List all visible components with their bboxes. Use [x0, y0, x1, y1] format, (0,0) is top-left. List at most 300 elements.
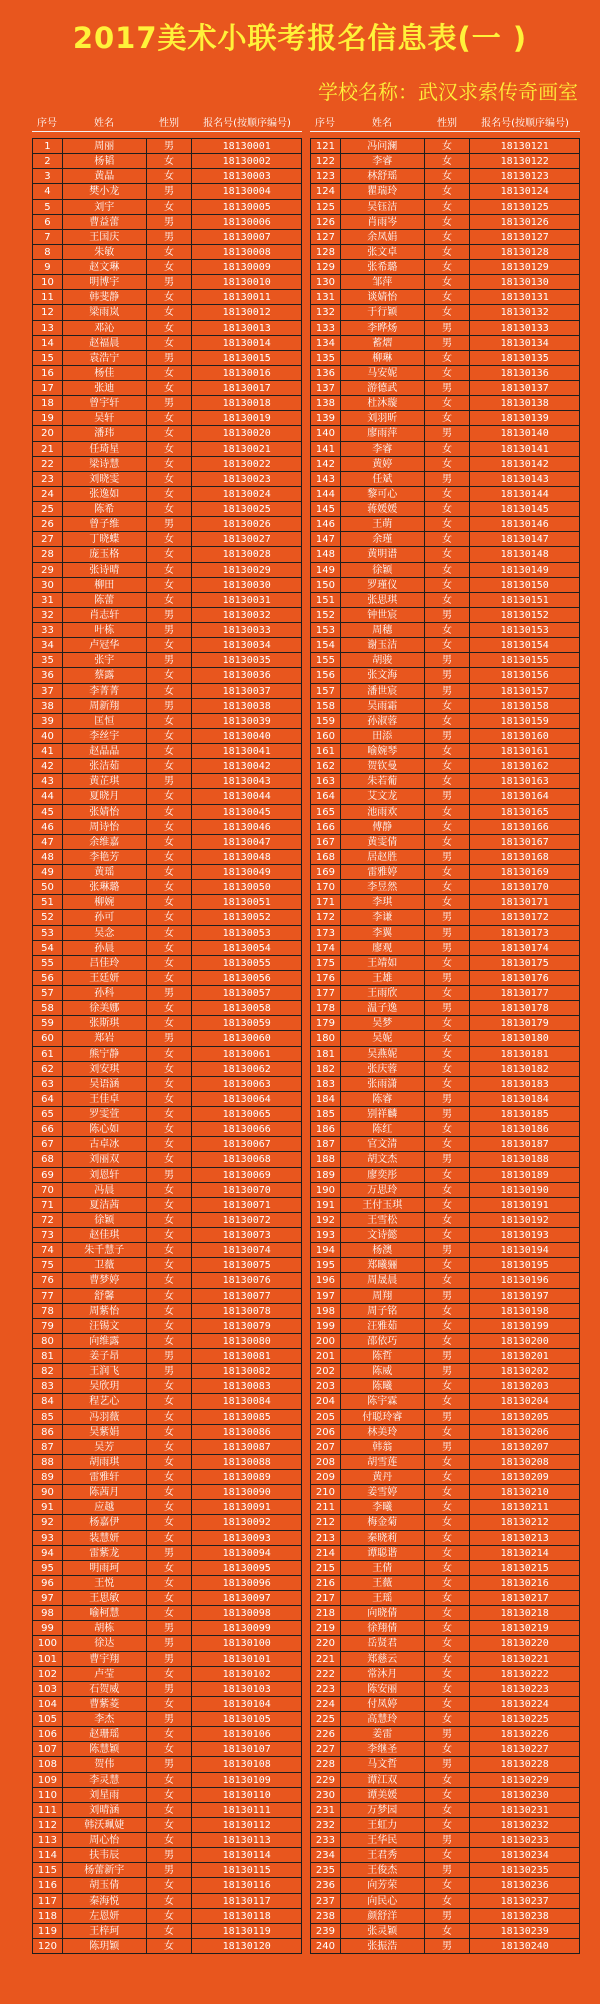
cell-index: 196 — [311, 1273, 341, 1288]
cell-index: 201 — [311, 1349, 341, 1364]
cell-name: 王思敏 — [63, 1591, 147, 1606]
cell-name: 胡雨琪 — [63, 1455, 147, 1470]
cell-registration: 18130098 — [192, 1606, 302, 1621]
table-row — [33, 1546, 302, 1561]
cell-registration: 18130113 — [192, 1833, 302, 1848]
cell-index: 58 — [33, 1001, 63, 1016]
table-row — [311, 699, 580, 714]
cell-gender: 女 — [425, 805, 471, 820]
cell-gender: 女 — [425, 1894, 471, 1909]
cell-registration: 18130157 — [470, 684, 580, 699]
cell-name: 刘晓雯 — [63, 472, 147, 487]
cell-registration: 18130023 — [192, 472, 302, 487]
cell-name: 姜雷 — [341, 1727, 425, 1742]
cell-index: 188 — [311, 1152, 341, 1167]
cell-gender: 女 — [425, 275, 471, 290]
cell-registration: 18130011 — [192, 290, 302, 305]
cell-registration: 18130029 — [192, 563, 302, 578]
table-right — [310, 116, 580, 1954]
cell-gender: 男 — [147, 1349, 193, 1364]
cell-gender: 男 — [425, 1107, 471, 1122]
cell-index: 27 — [33, 532, 63, 547]
table-row — [33, 910, 302, 925]
cell-registration: 18130230 — [470, 1788, 580, 1803]
cell-index: 54 — [33, 941, 63, 956]
cell-name: 孙淑蓉 — [341, 714, 425, 729]
cell-index: 130 — [311, 275, 341, 290]
table-row — [311, 366, 580, 381]
header-gender: 性别 — [159, 118, 179, 129]
cell-index: 29 — [33, 563, 63, 578]
cell-registration: 18130018 — [192, 396, 302, 411]
cell-registration: 18130227 — [470, 1742, 580, 1757]
cell-gender: 女 — [147, 200, 193, 215]
cell-index: 77 — [33, 1289, 63, 1304]
table-row — [33, 1712, 302, 1727]
cell-gender: 女 — [425, 1606, 471, 1621]
cell-gender: 女 — [147, 1077, 193, 1092]
cell-index: 41 — [33, 744, 63, 759]
cell-registration: 18130124 — [470, 184, 580, 199]
cell-registration: 18130174 — [470, 941, 580, 956]
cell-index: 161 — [311, 744, 341, 759]
table-row — [33, 1168, 302, 1183]
cell-registration: 18130185 — [470, 1107, 580, 1122]
table-row — [33, 1636, 302, 1651]
cell-gender: 女 — [425, 1712, 471, 1727]
cell-registration: 18130164 — [470, 789, 580, 804]
table-row — [33, 502, 302, 517]
table-row — [33, 396, 302, 411]
table-row — [33, 1258, 302, 1273]
cell-registration: 18130059 — [192, 1016, 302, 1031]
cell-registration: 18130104 — [192, 1697, 302, 1712]
cell-registration: 18130133 — [470, 321, 580, 336]
cell-registration: 18130149 — [470, 563, 580, 578]
cell-registration: 18130189 — [470, 1168, 580, 1183]
cell-name: 卫薇 — [63, 1258, 147, 1273]
cell-index: 224 — [311, 1697, 341, 1712]
table-row — [311, 260, 580, 275]
page-title: 2017美术小联考报名信息表(一 ) — [72, 21, 528, 55]
cell-index: 194 — [311, 1243, 341, 1258]
cell-registration: 18130134 — [470, 336, 580, 351]
table-row — [33, 1410, 302, 1425]
cell-name: 王靖如 — [341, 956, 425, 971]
table-row — [311, 245, 580, 260]
cell-index: 85 — [33, 1410, 63, 1425]
table-row — [311, 215, 580, 230]
cell-registration: 18130127 — [470, 230, 580, 245]
table-row — [33, 1364, 302, 1379]
cell-gender: 女 — [425, 411, 471, 426]
cell-name: 曹益蕾 — [63, 215, 147, 230]
cell-registration: 18130216 — [470, 1576, 580, 1591]
cell-index: 49 — [33, 865, 63, 880]
cell-name: 王君秀 — [341, 1848, 425, 1863]
cell-index: 126 — [311, 215, 341, 230]
cell-index: 43 — [33, 774, 63, 789]
cell-gender: 女 — [147, 593, 193, 608]
cell-registration: 18130019 — [192, 411, 302, 426]
cell-gender: 女 — [425, 774, 471, 789]
table-row — [33, 956, 302, 971]
cell-name: 马文哲 — [341, 1757, 425, 1772]
cell-index: 212 — [311, 1515, 341, 1530]
cell-registration: 18130144 — [470, 487, 580, 502]
table-row — [33, 1092, 302, 1107]
cell-gender: 女 — [425, 1773, 471, 1788]
table-row — [33, 1848, 302, 1863]
cell-gender: 女 — [147, 472, 193, 487]
cell-name: 刘安琪 — [63, 1062, 147, 1077]
cell-gender: 男 — [147, 1621, 193, 1636]
table-row — [33, 653, 302, 668]
table-row — [33, 290, 302, 305]
cell-index: 51 — [33, 895, 63, 910]
cell-name: 黄瑶 — [63, 865, 147, 880]
cell-registration: 18130108 — [192, 1757, 302, 1772]
cell-index: 193 — [311, 1228, 341, 1243]
cell-index: 147 — [311, 532, 341, 547]
cell-index: 238 — [311, 1909, 341, 1924]
cell-registration: 18130037 — [192, 684, 302, 699]
table-row — [33, 865, 302, 880]
cell-index: 72 — [33, 1213, 63, 1228]
cell-gender: 男 — [425, 608, 471, 623]
cell-registration: 18130231 — [470, 1803, 580, 1818]
cell-registration: 18130183 — [470, 1077, 580, 1092]
cell-gender: 女 — [147, 1213, 193, 1228]
cell-index: 156 — [311, 668, 341, 683]
header-index: 序号 — [315, 118, 335, 129]
cell-gender: 女 — [147, 1894, 193, 1909]
cell-name: 王润飞 — [63, 1364, 147, 1379]
table-row — [311, 1394, 580, 1409]
cell-gender: 女 — [425, 1168, 471, 1183]
cell-index: 5 — [33, 200, 63, 215]
cell-registration: 18130239 — [470, 1924, 580, 1939]
table-row — [33, 1939, 302, 1954]
cell-gender: 女 — [147, 744, 193, 759]
cell-name: 徐颖 — [63, 1213, 147, 1228]
cell-registration: 18130148 — [470, 547, 580, 562]
table-row — [311, 956, 580, 971]
cell-name: 林美玲 — [341, 1425, 425, 1440]
cell-registration: 18130038 — [192, 699, 302, 714]
table-row — [33, 608, 302, 623]
cell-registration: 18130072 — [192, 1213, 302, 1228]
cell-gender: 女 — [147, 1909, 193, 1924]
cell-registration: 18130096 — [192, 1576, 302, 1591]
cell-name: 左恩妍 — [63, 1909, 147, 1924]
cell-gender: 男 — [147, 1364, 193, 1379]
cell-index: 63 — [33, 1077, 63, 1092]
cell-index: 163 — [311, 774, 341, 789]
table-row — [33, 714, 302, 729]
cell-name: 林舒瑶 — [341, 169, 425, 184]
cell-registration: 18130020 — [192, 426, 302, 441]
cell-name: 朱若葡 — [341, 774, 425, 789]
cell-gender: 女 — [425, 1455, 471, 1470]
cell-name: 向民心 — [341, 1894, 425, 1909]
cell-index: 74 — [33, 1243, 63, 1258]
cell-index: 214 — [311, 1546, 341, 1561]
cell-index: 234 — [311, 1848, 341, 1863]
cell-index: 228 — [311, 1757, 341, 1772]
cell-name: 石贺威 — [63, 1682, 147, 1697]
cell-gender: 女 — [425, 699, 471, 714]
cell-index: 184 — [311, 1092, 341, 1107]
cell-gender: 女 — [425, 1258, 471, 1273]
cell-index: 191 — [311, 1198, 341, 1213]
cell-gender: 女 — [147, 1833, 193, 1848]
cell-index: 198 — [311, 1304, 341, 1319]
cell-name: 秦海悦 — [63, 1894, 147, 1909]
cell-name: 樊小龙 — [63, 184, 147, 199]
cell-name: 吴钰洁 — [341, 200, 425, 215]
cell-name: 陈威 — [341, 1364, 425, 1379]
cell-name: 颜舒洋 — [341, 1909, 425, 1924]
cell-registration: 18130202 — [470, 1364, 580, 1379]
cell-name: 张迪 — [63, 381, 147, 396]
cell-registration: 18130120 — [192, 1939, 302, 1954]
cell-index: 73 — [33, 1228, 63, 1243]
cell-name: 李曦 — [341, 1500, 425, 1515]
cell-gender: 女 — [425, 986, 471, 1001]
cell-gender: 男 — [425, 941, 471, 956]
cell-registration: 18130062 — [192, 1062, 302, 1077]
cell-registration: 18130143 — [470, 472, 580, 487]
table-row — [311, 729, 580, 744]
cell-name: 古卓冰 — [63, 1137, 147, 1152]
cell-registration: 18130076 — [192, 1273, 302, 1288]
table-row — [311, 1349, 580, 1364]
cell-index: 10 — [33, 275, 63, 290]
cell-index: 15 — [33, 351, 63, 366]
cell-index: 131 — [311, 290, 341, 305]
cell-name: 舒馨 — [63, 1289, 147, 1304]
table-row — [33, 457, 302, 472]
cell-gender: 女 — [425, 547, 471, 562]
cell-name: 常沐月 — [341, 1667, 425, 1682]
cell-index: 4 — [33, 184, 63, 199]
cell-name: 刘宇 — [63, 200, 147, 215]
cell-index: 164 — [311, 789, 341, 804]
cell-name: 李继圣 — [341, 1742, 425, 1757]
cell-gender: 男 — [147, 1757, 193, 1772]
table-row — [33, 1515, 302, 1530]
table-header — [32, 116, 302, 132]
school-name: 学校名称：武汉求索传奇画室 — [318, 80, 578, 104]
cell-name: 吴雨霜 — [341, 699, 425, 714]
cell-index: 216 — [311, 1576, 341, 1591]
cell-index: 217 — [311, 1591, 341, 1606]
cell-index: 203 — [311, 1379, 341, 1394]
table-row — [311, 1742, 580, 1757]
cell-registration: 18130006 — [192, 215, 302, 230]
cell-gender: 男 — [425, 910, 471, 925]
cell-registration: 18130170 — [470, 880, 580, 895]
cell-name: 潘世宸 — [341, 684, 425, 699]
cell-gender: 女 — [425, 1379, 471, 1394]
cell-gender: 女 — [425, 502, 471, 517]
cell-registration: 18130119 — [192, 1924, 302, 1939]
cell-registration: 18130168 — [470, 850, 580, 865]
cell-registration: 18130150 — [470, 578, 580, 593]
table-row — [33, 926, 302, 941]
cell-registration: 18130220 — [470, 1636, 580, 1651]
cell-index: 97 — [33, 1591, 63, 1606]
table-row — [311, 1077, 580, 1092]
table-row — [311, 1924, 580, 1939]
cell-gender: 男 — [425, 336, 471, 351]
cell-gender: 女 — [147, 759, 193, 774]
cell-name: 王悦 — [63, 1576, 147, 1591]
cell-index: 60 — [33, 1031, 63, 1046]
cell-gender: 女 — [425, 1515, 471, 1530]
cell-name: 张文卓 — [341, 245, 425, 260]
table-row — [311, 608, 580, 623]
cell-registration: 18130237 — [470, 1894, 580, 1909]
cell-registration: 18130085 — [192, 1410, 302, 1425]
cell-index: 189 — [311, 1168, 341, 1183]
cell-name: 胡文杰 — [341, 1152, 425, 1167]
cell-index: 190 — [311, 1183, 341, 1198]
cell-name: 邹萍 — [341, 275, 425, 290]
cell-registration: 18130238 — [470, 1909, 580, 1924]
cell-gender: 女 — [425, 366, 471, 381]
cell-name: 谭美媛 — [341, 1788, 425, 1803]
cell-registration: 18130146 — [470, 517, 580, 532]
cell-gender: 女 — [425, 714, 471, 729]
table-row — [33, 305, 302, 320]
cell-name: 孙晨 — [63, 941, 147, 956]
cell-name: 游德武 — [341, 381, 425, 396]
table-row — [33, 895, 302, 910]
cell-gender: 女 — [147, 290, 193, 305]
cell-gender: 男 — [425, 971, 471, 986]
cell-name: 卢莹 — [63, 1667, 147, 1682]
cell-registration: 18130025 — [192, 502, 302, 517]
cell-registration: 18130007 — [192, 230, 302, 245]
cell-name: 傅静 — [341, 820, 425, 835]
cell-name: 王雨欣 — [341, 986, 425, 1001]
table-row — [33, 1576, 302, 1591]
cell-name: 陈睿 — [341, 1092, 425, 1107]
cell-index: 108 — [33, 1757, 63, 1772]
table-row — [311, 1062, 580, 1077]
cell-gender: 女 — [147, 1152, 193, 1167]
table-row — [311, 1878, 580, 1893]
cell-gender: 女 — [147, 1047, 193, 1062]
cell-index: 91 — [33, 1500, 63, 1515]
cell-gender: 女 — [425, 1652, 471, 1667]
cell-gender: 女 — [147, 1878, 193, 1893]
cell-index: 75 — [33, 1258, 63, 1273]
table-row — [311, 1107, 580, 1122]
cell-name: 刘恩轩 — [63, 1168, 147, 1183]
table-row — [311, 684, 580, 699]
cell-registration: 18130005 — [192, 200, 302, 215]
cell-registration: 18130021 — [192, 442, 302, 457]
cell-index: 84 — [33, 1394, 63, 1409]
table-row — [33, 1500, 302, 1515]
cell-index: 67 — [33, 1137, 63, 1152]
cell-index: 81 — [33, 1349, 63, 1364]
cell-name: 黄雯倩 — [341, 835, 425, 850]
table-row — [311, 290, 580, 305]
cell-name: 杨蕾新宇 — [63, 1863, 147, 1878]
cell-name: 张庆蓉 — [341, 1062, 425, 1077]
cell-registration: 18130172 — [470, 910, 580, 925]
cell-name: 胡玉倩 — [63, 1878, 147, 1893]
cell-name: 黄婷 — [341, 457, 425, 472]
cell-registration: 18130121 — [470, 139, 580, 154]
cell-registration: 18130140 — [470, 426, 580, 441]
table-row — [311, 1848, 580, 1863]
cell-registration: 18130240 — [470, 1939, 580, 1954]
table-row — [33, 139, 302, 154]
cell-gender: 男 — [425, 850, 471, 865]
cell-index: 96 — [33, 1576, 63, 1591]
cell-gender: 女 — [425, 517, 471, 532]
cell-index: 153 — [311, 623, 341, 638]
cell-index: 151 — [311, 593, 341, 608]
cell-gender: 女 — [147, 1515, 193, 1530]
cell-name: 梁诗慧 — [63, 457, 147, 472]
cell-gender: 女 — [147, 684, 193, 699]
cell-registration: 18130035 — [192, 653, 302, 668]
cell-registration: 18130044 — [192, 789, 302, 804]
cell-gender: 女 — [425, 139, 471, 154]
cell-gender: 女 — [147, 1803, 193, 1818]
cell-index: 149 — [311, 563, 341, 578]
table-row — [311, 1591, 580, 1606]
cell-registration: 18130075 — [192, 1258, 302, 1273]
table-row — [33, 517, 302, 532]
cell-registration: 18130221 — [470, 1652, 580, 1667]
cell-gender: 男 — [425, 1410, 471, 1425]
cell-gender: 男 — [147, 139, 193, 154]
cell-index: 171 — [311, 895, 341, 910]
cell-registration: 18130136 — [470, 366, 580, 381]
cell-registration: 18130137 — [470, 381, 580, 396]
cell-gender: 男 — [425, 1001, 471, 1016]
table-row — [33, 1894, 302, 1909]
cell-gender: 女 — [425, 1016, 471, 1031]
cell-index: 168 — [311, 850, 341, 865]
cell-registration: 18130063 — [192, 1077, 302, 1092]
cell-index: 150 — [311, 578, 341, 593]
cell-index: 113 — [33, 1833, 63, 1848]
cell-gender: 女 — [147, 1137, 193, 1152]
table-row — [311, 472, 580, 487]
cell-index: 48 — [33, 850, 63, 865]
cell-name: 赵佳琪 — [63, 1228, 147, 1243]
cell-registration: 18130034 — [192, 638, 302, 653]
cell-gender: 男 — [425, 472, 471, 487]
table-row — [311, 623, 580, 638]
table-row — [311, 1788, 580, 1803]
cell-name: 陈希 — [63, 502, 147, 517]
table-row — [311, 1667, 580, 1682]
table-row — [311, 139, 580, 154]
cell-name: 汪雅茹 — [341, 1319, 425, 1334]
cell-gender: 男 — [147, 230, 193, 245]
cell-registration: 18130004 — [192, 184, 302, 199]
cell-name: 韩沃珮婕 — [63, 1818, 147, 1833]
